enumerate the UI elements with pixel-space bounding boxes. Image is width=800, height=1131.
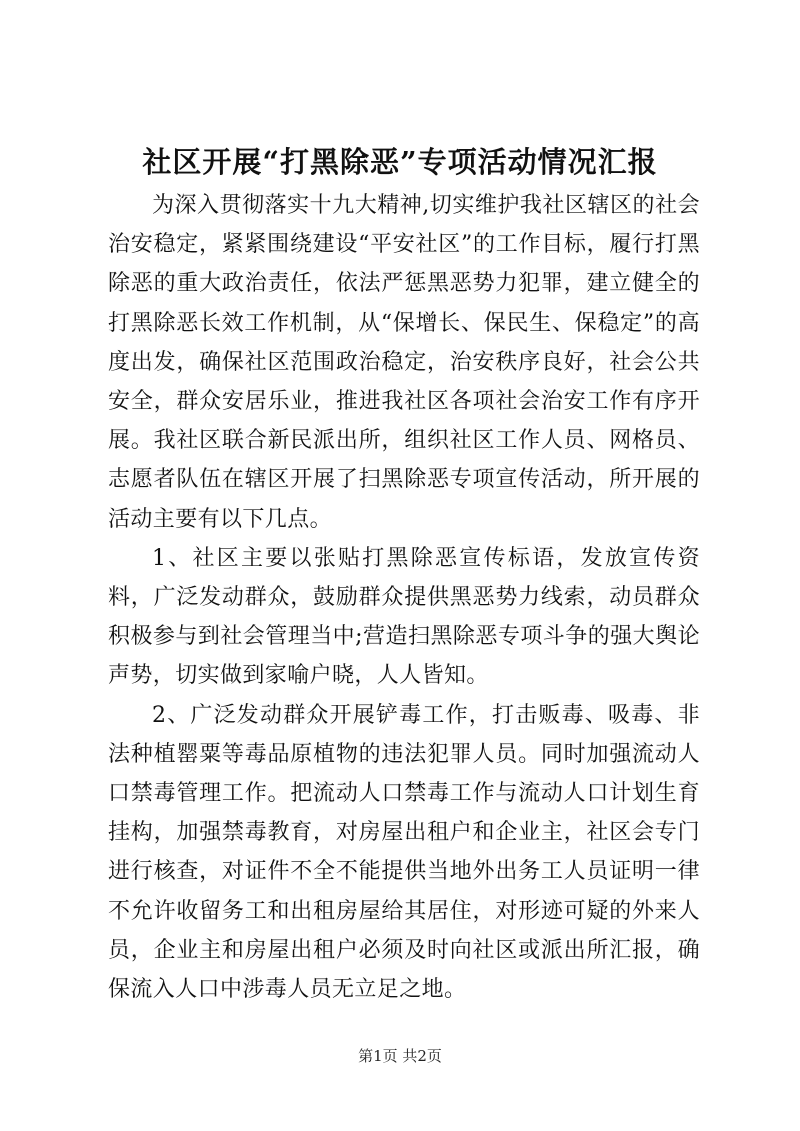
document-body	[108, 186, 700, 1009]
paragraph-item-1: 1、社区主要以张贴打黑除恶宣传标语，发放宣传资料，广泛发动群众，鼓励群众提供黑恶势力线索，动员群众积极参与到社会管理当中;营造扫黑除恶专项斗争的强大舆论声势，切实做到家喻户晓，人人皆知。	[108, 545, 700, 689]
page-footer: 第1页 共2页	[358, 1047, 442, 1065]
document-title: 社区开展“打黑除恶”专项活动情况汇报	[142, 145, 658, 179]
paragraph-item-2: 2、广泛发动群众开展铲毒工作，打击贩毒、吸毒、非法种植罂粟等毒品原植物的违法犯罪人员。同时加强流动人口禁毒管理工作。把流动人口禁毒工作与流动人口计划生育挂构，加强禁毒教育，对房屋出租户和企业主，社区会专门进行核查，对证件不全不能提供当地外出务工人员证明一律不允许收留务工和出租房屋给其居住，对形迹可疑的外来人员，企业主和房屋出租户必须及时向社区或派出所汇报，确保流入人口中涉毒人员无立足之地。	[108, 702, 700, 1003]
paragraph-intro: 为深入贯彻落实十九大精神,切实维护我社区辖区的社会治安稳定，紧紧围绕建设“平安社区”的工作目标，履行打黑除恶的重大政治责任，依法严惩黑恶势力犯罪，建立健全的打黑除恶长效工作机制，从“保增长、保民生、保稳定”的高度出发，确保社区范围政治稳定，治安秩序良好，社会公共安全，群众安居乐业，推进我社区各项社会治安工作有序开展。我社区联合新民派出所，组织社区工作人员、网格员、志愿者队伍在辖区开展了扫黑除恶专项宣传活动，所开展的活动主要有以下几点。	[108, 193, 700, 532]
